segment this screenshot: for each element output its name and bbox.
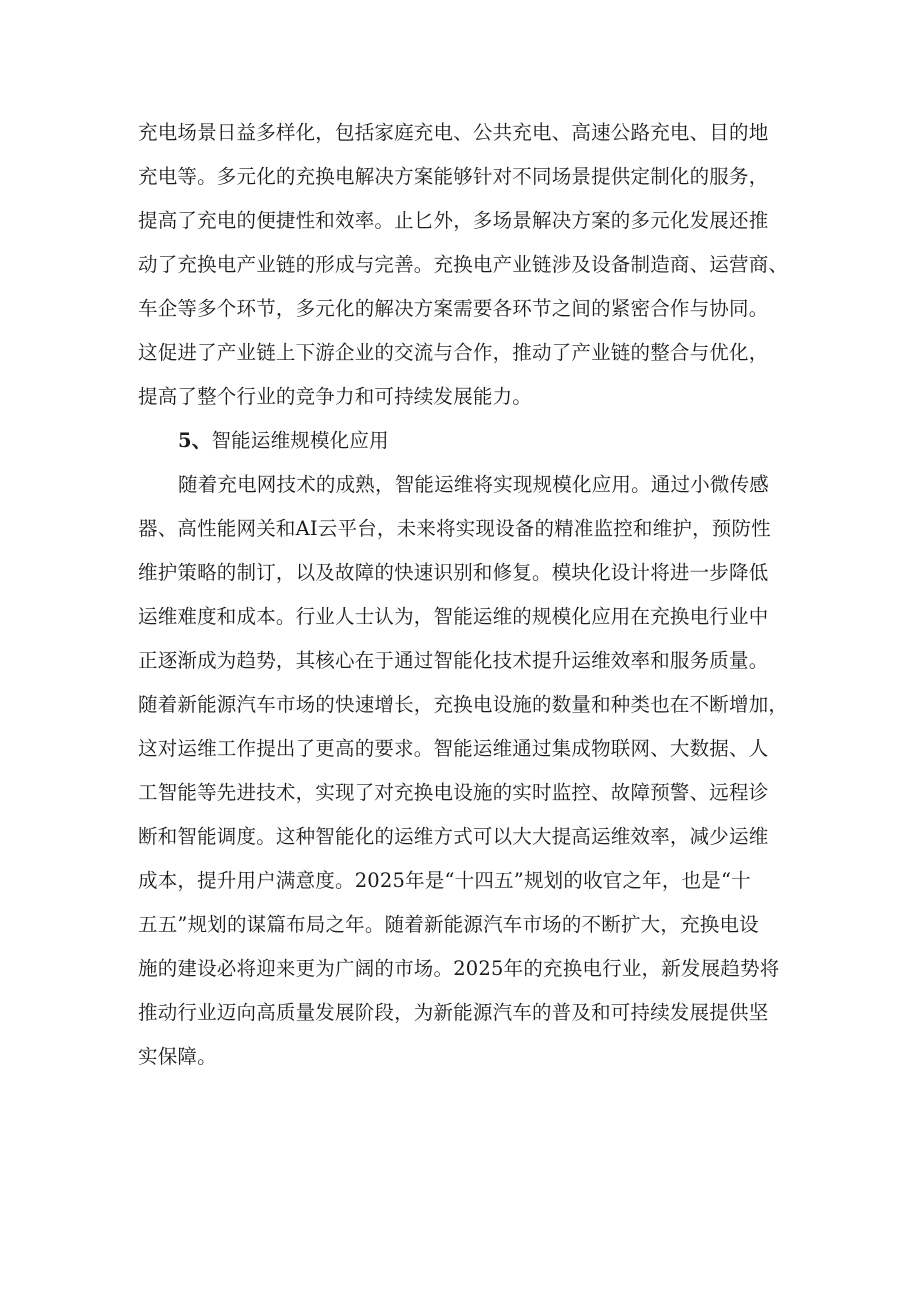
section-heading [178, 426, 389, 456]
paragraph1-line-4: 动了充换电产业链的形成与完善。充换电产业链涉及设备制造商、运营商、 [138, 253, 789, 276]
paragraph2-line-10: 成本，提升用户满意度。2025年是“十四五”规划的收官之年，也是“十 [138, 869, 751, 892]
paragraph1-line-1: 充电场景日益多样化，包括家庭充电、公共充电、高速公路充电、目的地 [138, 121, 769, 144]
paragraph1-line-7: 提高了整个行业的竞争力和可持续发展能力。 [138, 385, 533, 408]
paragraph1-line-5: 车企等多个环节，多元化的解决方案需要各环节之间的紧密合作与协同。 [138, 297, 769, 320]
paragraph2-line-7: 这对运维工作提出了更高的要求。智能运维通过集成物联网、大数据、人 [138, 737, 769, 760]
paragraph2-line-8: 工智能等先进技术，实现了对充换电设施的实时监控、故障预警、远程诊 [138, 781, 769, 804]
paragraph2-line-3: 维护策略的制订，以及故障的快速识别和修复。模块化设计将进一步降低 [138, 561, 769, 584]
paragraph2-line-11: 五五”规划的谋篇布局之年。随着新能源汽车市场的不断扩大，充换电设 [138, 913, 759, 936]
paragraph2-line-6: 随着新能源汽车市场的快速增长，充换电设施的数量和种类也在不断增加， [138, 693, 789, 716]
paragraph1-line-3: 提高了充电的便捷性和效率。止匕外，多场景解决方案的多元化发展还推 [138, 209, 769, 232]
paragraph2-line-9: 断和智能调度。这种智能化的运维方式可以大大提高运维效率，减少运维 [138, 825, 769, 848]
paragraph2-line-12: 施的建设必将迎来更为广阔的市场。2025年的充换电行业，新发展趋势将 [138, 957, 780, 980]
paragraph2-line-14: 实保障。 [138, 1045, 217, 1068]
section-heading-title: 智能运维规模化应用 [211, 429, 389, 452]
paragraph2-line-4: 运维难度和成本。行业人士认为，智能运维的规模化应用在充换电行业中 [138, 605, 769, 628]
paragraph2-line-1: 随着充电网技术的成熟，智能运维将实现规模化应用。通过小微传感 [178, 473, 770, 496]
paragraph2-line-2: 器、高性能网关和AI云平台，未来将实现设备的精准监控和维护，预防性 [138, 517, 771, 540]
section-heading-number: 5、 [178, 429, 212, 452]
paragraph1-line-6: 这促进了产业链上下游企业的交流与合作，推动了产业链的整合与优化， [138, 341, 769, 364]
paragraph2-line-13: 推动行业迈向高质量发展阶段，为新能源汽车的普及和可持续发展提供坚 [138, 1001, 769, 1024]
paragraph2-line-5: 正逐渐成为趋势，其核心在于通过智能化技术提升运维效率和服务质量。 [138, 649, 769, 672]
paragraph1-line-2: 充电等。多元化的充换电解决方案能够针对不同场景提供定制化的服务， [138, 165, 769, 188]
